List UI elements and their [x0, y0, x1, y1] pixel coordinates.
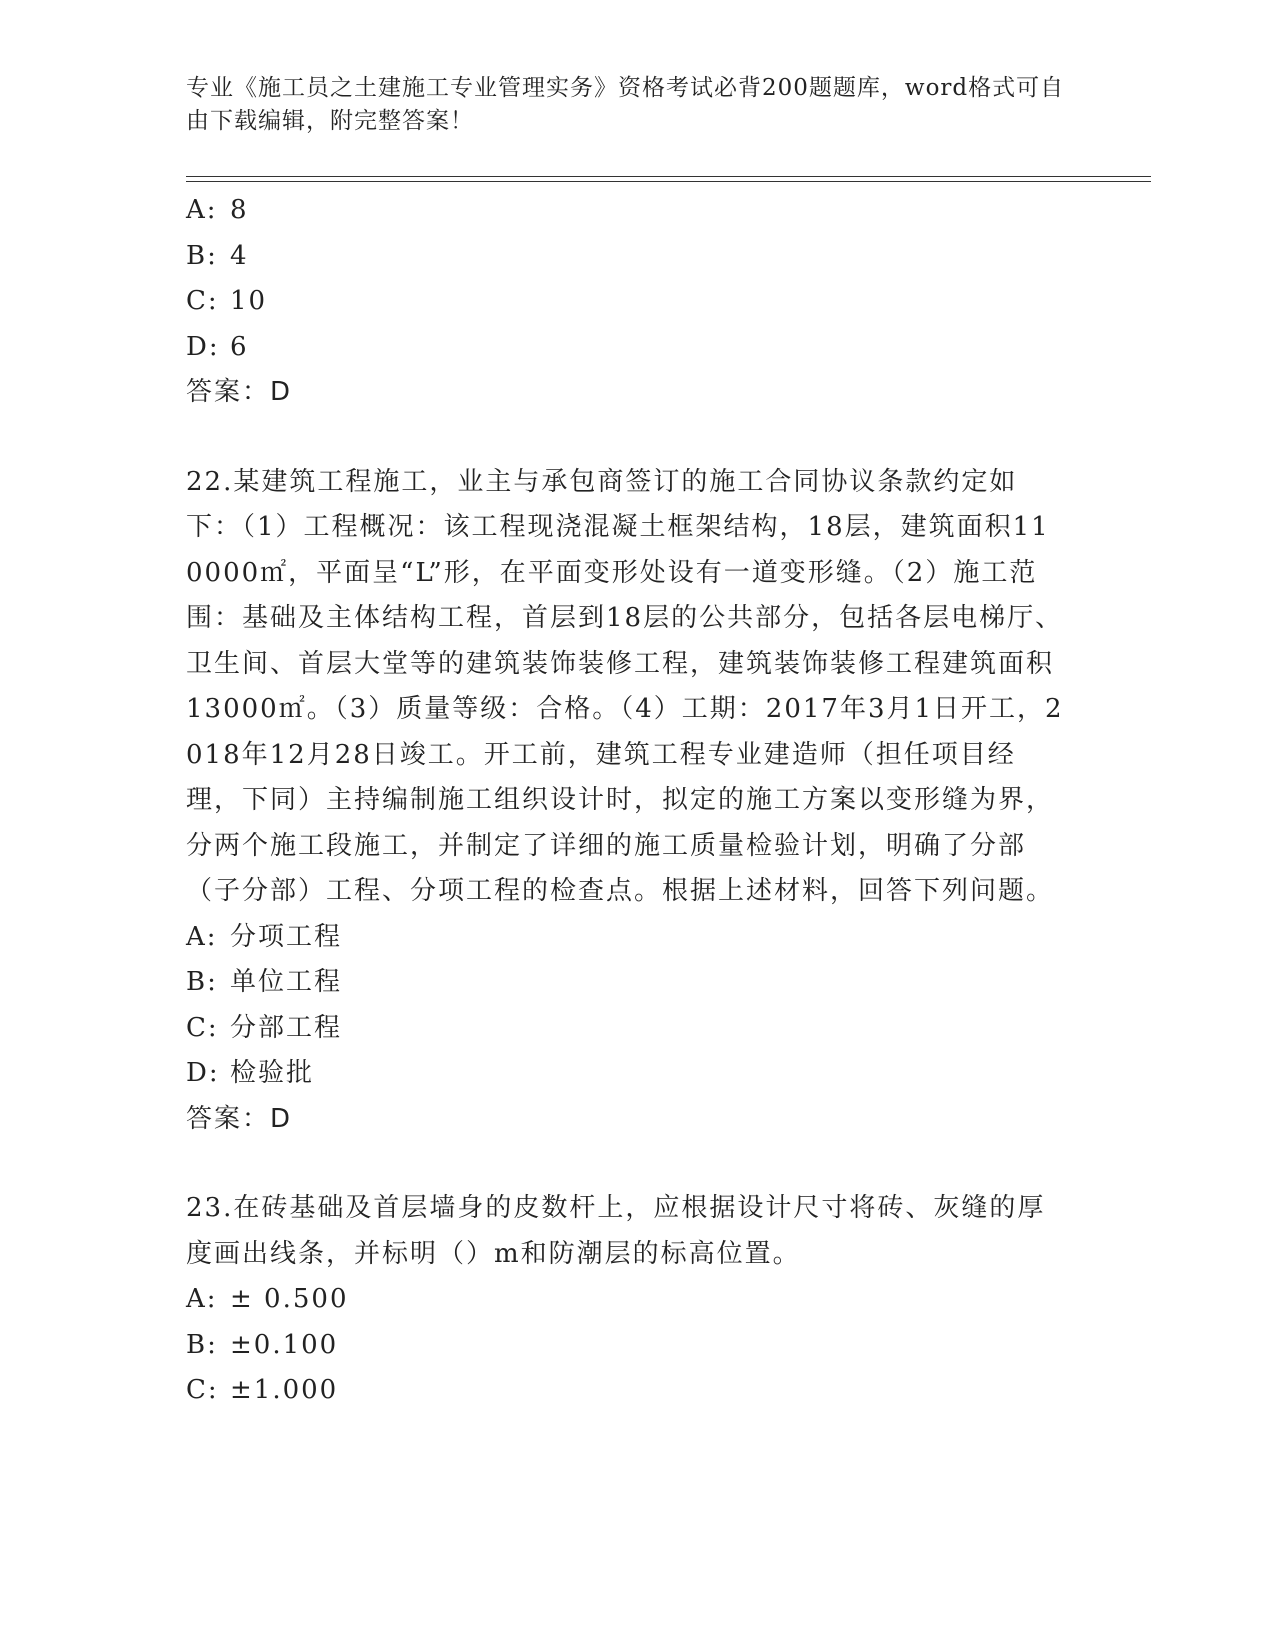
option-c: [186, 279, 1066, 325]
option-text: 4: [230, 240, 249, 271]
option-key: D:: [186, 1058, 220, 1088]
option-b: [186, 1323, 1066, 1369]
spacer: [186, 1142, 1066, 1186]
document-body: [186, 188, 1066, 1414]
option-text: 检验批: [230, 1058, 315, 1088]
option-d: [186, 1051, 1066, 1097]
answer-line: 答案：D: [186, 377, 293, 407]
header-divider: [186, 176, 1151, 182]
option-text: 10: [230, 286, 268, 316]
option-text: 8: [230, 195, 249, 225]
option-a: [186, 915, 1066, 961]
option-a: [186, 1277, 1066, 1323]
spacer: [186, 416, 1066, 460]
option-key: C:: [186, 1012, 219, 1043]
option-c: [186, 1368, 1066, 1414]
option-key: B:: [186, 967, 218, 997]
option-key: D:: [186, 331, 220, 362]
answer-line: 答案：D: [186, 1103, 293, 1134]
question-23: [186, 1186, 1066, 1414]
option-text: ±0.100: [230, 1329, 339, 1360]
question-stem: 22.某建筑工程施工，业主与承包商签订的施工合同协议条款约定如下：（1）工程概况：该工程现浇混凝土框架结构，18层，建筑面积110000㎡，平面呈“L”形，在平面变形处设有一道变形缝。（2）施工范围：基础及主体结构工程，首层到18层的公共部分，包括各层电梯厅、卫生间、首层大堂等的建筑装饰装修工程，建筑装饰装修工程建筑面积13000㎡。（3）质量等级：合格。（4）工期：2017年3月1日开工，2018年12月28日竣工。开工前，建筑工程专业建造师（担任项目经理，下同）主持编制施工组织设计时，拟定的施工方案以变形缝为界，分两个施工段施工，并制定了详细的施工质量检验计划，明确了分部（子分部）工程、分项工程的检查点。根据上述材料，回答下列问题。: [186, 466, 1064, 906]
header-title: 专业《施工员之土建施工专业管理实务》资格考试必背200题题库，word格式可自由下载编辑，附完整答案！: [186, 75, 1065, 134]
option-text: 分部工程: [230, 1012, 343, 1043]
option-text: 分项工程: [230, 921, 343, 952]
option-key: A:: [186, 921, 218, 952]
option-key: C:: [186, 1375, 219, 1405]
option-a: [186, 188, 1066, 234]
option-text: 6: [230, 331, 249, 362]
option-key: B:: [186, 1329, 218, 1360]
option-key: B:: [186, 240, 218, 271]
option-b: [186, 960, 1066, 1006]
option-text: ± 0.500: [230, 1284, 349, 1314]
question-21-continued: [186, 188, 1066, 416]
question-stem: 23.在砖基础及首层墙身的皮数杆上，应根据设计尺寸将砖、灰缝的厚度画出线条，并标明（）m和防潮层的标高位置。: [186, 1193, 1046, 1269]
option-key: C:: [186, 286, 219, 316]
option-key: A:: [186, 195, 218, 225]
page-header: [186, 72, 1066, 138]
option-text: 单位工程: [230, 967, 343, 997]
question-22: [186, 460, 1066, 1143]
option-c: [186, 1006, 1066, 1052]
option-text: ±1.000: [230, 1375, 339, 1405]
option-d: [186, 325, 1066, 371]
option-b: [186, 234, 1066, 280]
option-key: A:: [186, 1284, 218, 1314]
